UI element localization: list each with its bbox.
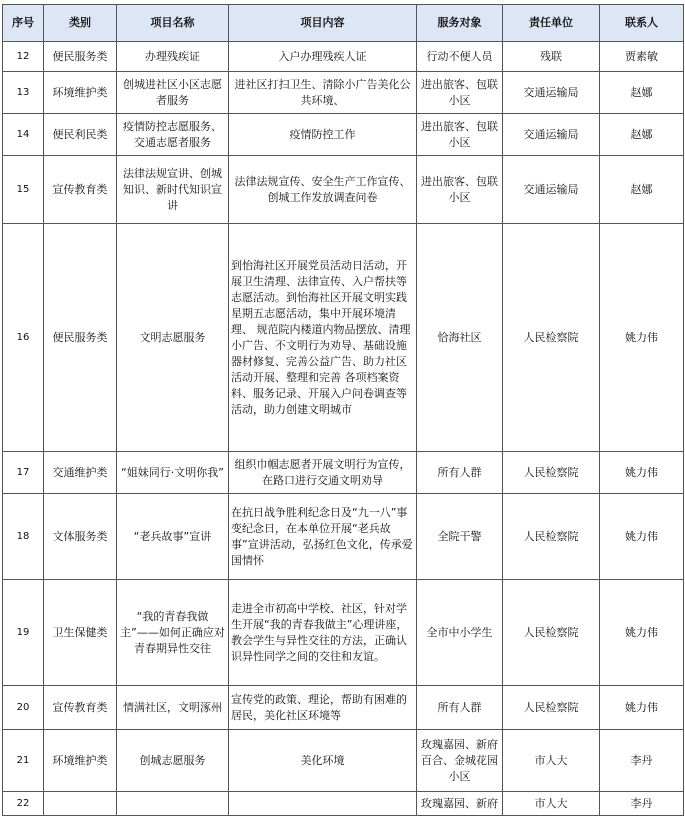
row-responsible-unit: 交通运输局 <box>503 156 600 224</box>
row-service-target: 所有人群 <box>417 686 503 730</box>
table-row <box>3 494 684 580</box>
row-service-target: 进出旅客、包联小区 <box>417 114 503 156</box>
row-responsible-unit: 残联 <box>503 42 600 72</box>
row-service-target: 全院干警 <box>417 494 503 580</box>
header-row <box>3 5 684 42</box>
row-no: 12 <box>3 42 44 72</box>
row-contact: 李丹 <box>600 730 684 792</box>
row-no: 17 <box>3 452 44 494</box>
row-service-target: 玫瑰嘉园、新府 <box>417 792 503 816</box>
row-no: 18 <box>3 494 44 580</box>
row-service-target: 全市中小学生 <box>417 580 503 686</box>
row-project-content: 疫情防控工作 <box>229 114 417 156</box>
row-responsible-unit: 人民检察院 <box>503 494 600 580</box>
row-project-content <box>229 792 417 816</box>
row-category: 卫生保健类 <box>44 580 117 686</box>
header-project-name: 项目名称 <box>117 5 229 42</box>
row-contact: 贾素敏 <box>600 42 684 72</box>
row-no: 16 <box>3 224 44 452</box>
row-category: 便民服务类 <box>44 224 117 452</box>
row-no: 19 <box>3 580 44 686</box>
row-project-name: 文明志愿服务 <box>117 224 229 452</box>
row-contact: 姚力伟 <box>600 452 684 494</box>
row-project-content: 美化环境 <box>229 730 417 792</box>
row-category: 宣传教育类 <box>44 156 117 224</box>
row-no: 20 <box>3 686 44 730</box>
row-project-name: “老兵故事”宣讲 <box>117 494 229 580</box>
row-project-content: 法律法规宣传、安全生产工作宣传、创城工作发放调查问卷 <box>229 156 417 224</box>
row-category: 便民服务类 <box>44 42 117 72</box>
row-project-content: 在抗日战争胜利纪念日及“九一八”事变纪念日，在本单位开展“老兵故事”宣讲活动，弘扬红色文化，传承爱国情怀 <box>229 494 417 580</box>
row-project-name: 创城进社区小区志愿者服务 <box>117 72 229 114</box>
row-responsible-unit: 交通运输局 <box>503 114 600 156</box>
row-contact: 赵娜 <box>600 114 684 156</box>
row-project-content: 走进全市初高中学校、社区，针对学生开展“我的青春我做主”心理讲座，教会学生与异性交往的方法，正确认识异性同学之间的交往和友谊。 <box>229 580 417 686</box>
row-contact: 姚力伟 <box>600 580 684 686</box>
table-row <box>3 686 684 730</box>
table-row <box>3 72 684 114</box>
row-no: 13 <box>3 72 44 114</box>
row-contact: 姚力伟 <box>600 224 684 452</box>
row-project-content: 入户办理残疾人证 <box>229 42 417 72</box>
table-row <box>3 452 684 494</box>
row-project-content: 宣传党的政策、理论，帮助有困难的居民，美化社区环境等 <box>229 686 417 730</box>
table-row <box>3 792 684 816</box>
row-project-name: “我的青春我做主”——如何正确应对青春期异性交往 <box>117 580 229 686</box>
row-category: 便民利民类 <box>44 114 117 156</box>
row-responsible-unit: 市人大 <box>503 730 600 792</box>
row-project-name <box>117 792 229 816</box>
row-responsible-unit: 人民检察院 <box>503 686 600 730</box>
row-service-target: 行动不便人员 <box>417 42 503 72</box>
row-contact: 李丹 <box>600 792 684 816</box>
row-project-name: 法律法规宣讲、创城知识、新时代知识宣讲 <box>117 156 229 224</box>
table-row <box>3 114 684 156</box>
volunteer-projects-table <box>2 4 684 816</box>
row-no: 22 <box>3 792 44 816</box>
table-row <box>3 42 684 72</box>
row-service-target: 玫瑰嘉园、新府百合、金城花园小区 <box>417 730 503 792</box>
row-project-name: 创城志愿服务 <box>117 730 229 792</box>
header-category: 类别 <box>44 5 117 42</box>
row-category: 交通维护类 <box>44 452 117 494</box>
row-responsible-unit: 市人大 <box>503 792 600 816</box>
row-responsible-unit: 人民检察院 <box>503 224 600 452</box>
row-service-target: 进出旅客、包联小区 <box>417 156 503 224</box>
table-row <box>3 580 684 686</box>
table-row <box>3 156 684 224</box>
row-contact: 姚力伟 <box>600 494 684 580</box>
row-responsible-unit: 人民检察院 <box>503 580 600 686</box>
row-project-name: 疫情防控志愿服务、交通志愿者服务 <box>117 114 229 156</box>
table-row <box>3 224 684 452</box>
row-category: 环境维护类 <box>44 72 117 114</box>
row-project-content: 进社区打扫卫生、清除小广告美化公共环境、 <box>229 72 417 114</box>
row-category <box>44 792 117 816</box>
row-contact: 姚力伟 <box>600 686 684 730</box>
row-no: 14 <box>3 114 44 156</box>
row-project-name: 办理残疾证 <box>117 42 229 72</box>
header-service-target: 服务对象 <box>417 5 503 42</box>
header-project-content: 项目内容 <box>229 5 417 42</box>
row-contact: 赵娜 <box>600 72 684 114</box>
row-service-target: 所有人群 <box>417 452 503 494</box>
row-responsible-unit: 人民检察院 <box>503 452 600 494</box>
table-row <box>3 730 684 792</box>
header-no: 序号 <box>3 5 44 42</box>
row-responsible-unit: 交通运输局 <box>503 72 600 114</box>
row-category: 宣传教育类 <box>44 686 117 730</box>
header-responsible-unit: 责任单位 <box>503 5 600 42</box>
row-no: 15 <box>3 156 44 224</box>
row-project-content: 到怡海社区开展党员活动日活动，开展卫生清理、法律宣传、入户帮扶等志愿活动。到怡海社区开展文明实践星期五志愿活动，集中开展环境清理、 规范院内楼道内物品摆放、清理小广告、不文明行为劝导、基础设施器材修复、完善公益广告、助力社区活动开展、整理和完善 各项档案资料、服务记录、开展入户问卷调查等活动，助力创建文明城市 <box>229 224 417 452</box>
row-category: 文体服务类 <box>44 494 117 580</box>
row-contact: 赵娜 <box>600 156 684 224</box>
header-contact: 联系人 <box>600 5 684 42</box>
row-project-name: “姐妹同行·文明你我” <box>117 452 229 494</box>
row-project-name: 情满社区，文明涿州 <box>117 686 229 730</box>
row-service-target: 进出旅客、包联小区 <box>417 72 503 114</box>
row-project-content: 组织巾帼志愿者开展文明行为宣传，在路口进行交通文明劝导 <box>229 452 417 494</box>
row-service-target: 恰海社区 <box>417 224 503 452</box>
row-no: 21 <box>3 730 44 792</box>
row-category: 环境维护类 <box>44 730 117 792</box>
